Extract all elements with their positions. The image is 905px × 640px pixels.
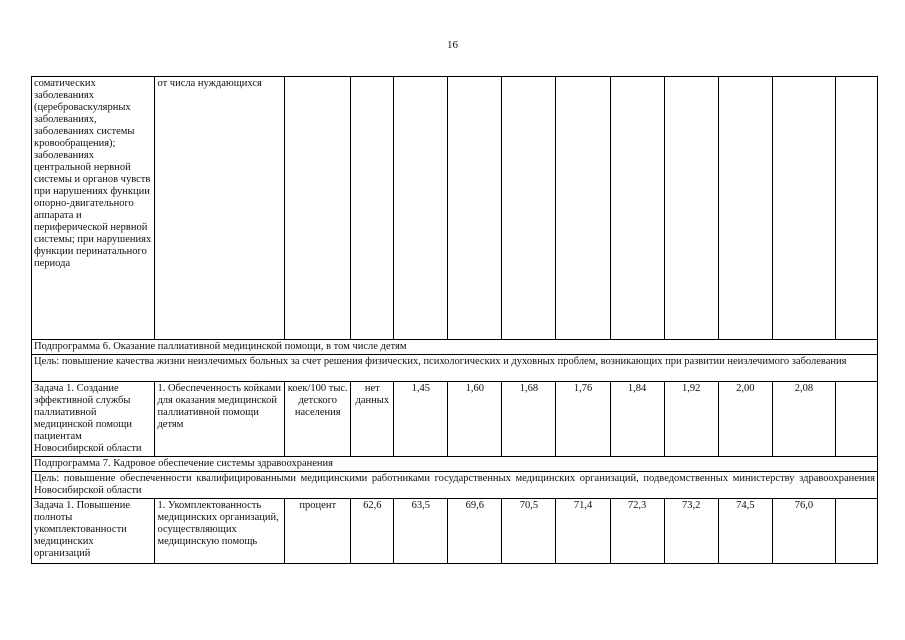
value-cell: 1,45 (394, 382, 448, 457)
subprogram-7-goal: Цель: повышение обеспеченности квалифицированными медицинскими работниками государственных медицинских организаций, подведомственных министерству здравоохранения Новосибирской области (32, 472, 878, 499)
indicators-table (31, 76, 878, 564)
indicator-cell: 1. Укомплектованность медицинских организаций, осуществляющих медицинскую помощь (155, 499, 285, 564)
subprogram-6-goal-row (32, 355, 878, 382)
value-cell: 76,0 (772, 499, 835, 564)
value-cell: 74,5 (718, 499, 772, 564)
table-row-continuation (32, 77, 878, 340)
value-cell (351, 77, 394, 340)
subprogram-7-goal-row (32, 472, 878, 499)
value-cell (772, 77, 835, 340)
subprogram-7-title-row (32, 457, 878, 472)
value-cell (502, 77, 556, 340)
value-cell: 2,00 (718, 382, 772, 457)
value-cell (836, 499, 878, 564)
value-cell: 69,6 (448, 499, 502, 564)
value-cell: 72,3 (610, 499, 664, 564)
unit-cell: коек/100 тыс. детского населения (285, 382, 351, 457)
value-cell (718, 77, 772, 340)
value-cell: 62,6 (351, 499, 394, 564)
value-cell: 1,92 (664, 382, 718, 457)
value-cell (836, 77, 878, 340)
value-cell (448, 77, 502, 340)
value-cell: 71,4 (556, 499, 610, 564)
indicator-cell: от числа нуждающихся (155, 77, 285, 340)
value-cell: 1,68 (502, 382, 556, 457)
value-cell: 2,08 (772, 382, 835, 457)
value-cell (610, 77, 664, 340)
unit-cell: процент (285, 499, 351, 564)
subprogram-7-task-row (32, 499, 878, 564)
value-cell (664, 77, 718, 340)
task-cell: Задача 1. Создание эффективной службы паллиативной медицинской помощи пациентам Новосибирской области (32, 382, 155, 457)
value-cell: 1,84 (610, 382, 664, 457)
task-cell: Задача 1. Повышение полноты укомплектованности медицинских организаций (32, 499, 155, 564)
value-cell: 70,5 (502, 499, 556, 564)
value-cell: 1,76 (556, 382, 610, 457)
unit-cell (285, 77, 351, 340)
value-cell: нет данных (351, 382, 394, 457)
value-cell: 1,60 (448, 382, 502, 457)
subprogram-6-task-row (32, 382, 878, 457)
subprogram-6-title-row (32, 340, 878, 355)
value-cell (556, 77, 610, 340)
subprogram-7-title: Подпрограмма 7. Кадровое обеспечение системы здравоохранения (32, 457, 878, 472)
page-number: 16 (447, 39, 458, 51)
subprogram-6-goal: Цель: повышение качества жизни неизлечимых больных за счет решения физических, психологических и духовных проблем, возникающих при развитии неизлечимого заболевания (32, 355, 878, 382)
value-cell (394, 77, 448, 340)
value-cell: 63,5 (394, 499, 448, 564)
indicator-cell: 1. Обеспеченность койками для оказания медицинской паллиативной помощи детям (155, 382, 285, 457)
value-cell: 73,2 (664, 499, 718, 564)
value-cell (836, 382, 878, 457)
task-cell: соматических заболеваниях (цереброваскулярных заболеваниях, заболеваниях системы кровообращения); заболеваниях центральной нервной системы и органов чувств при нарушениях функции опорно-двигательного аппарата и периферической нервной системы; при нарушениях функции перинатального периода (32, 77, 155, 340)
subprogram-6-title: Подпрограмма 6. Оказание паллиативной медицинской помощи, в том числе детям (32, 340, 878, 355)
